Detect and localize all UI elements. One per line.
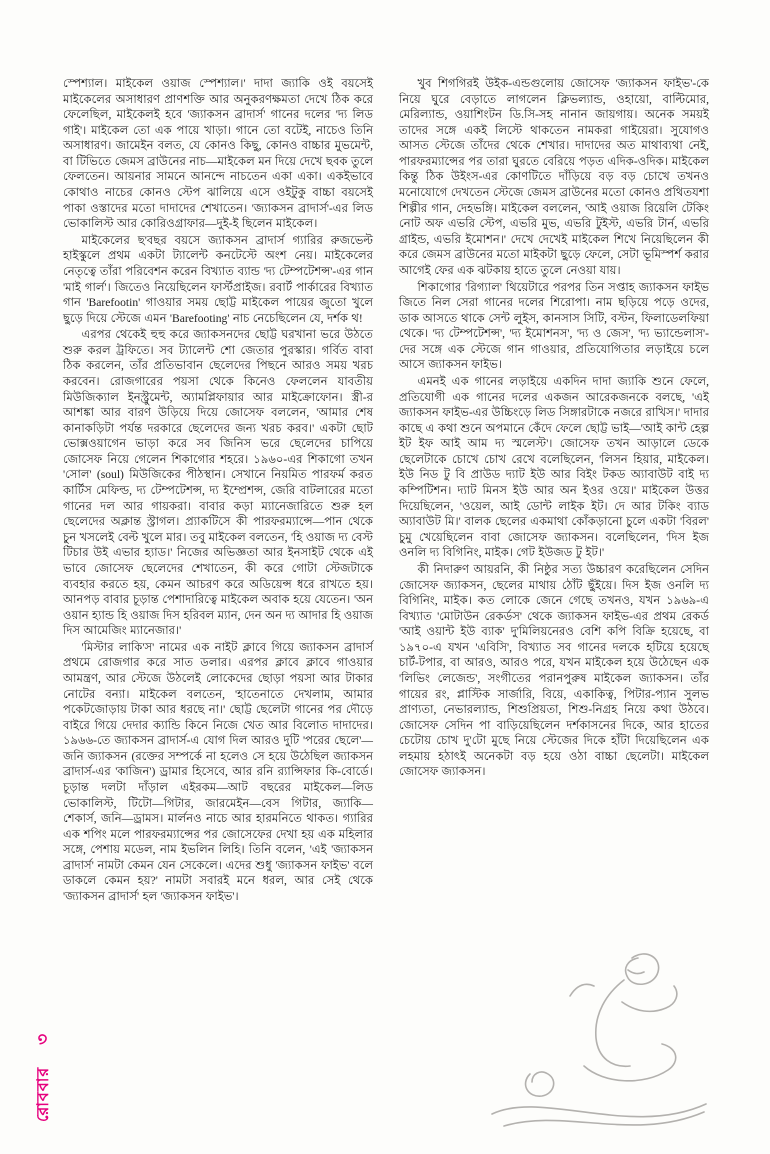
right-column [399,76,709,906]
article-paragraph: স্পেশ্যাল। মাইকেল ওয়াজ স্পেশ্যাল।' দাদা জ্যাকি ওই বয়সেই মাইকেলের অসাধারণ প্রাণশক্তি আর অনুকরণক্ষমতা দেখে ঠিক করে ফেলেছিল, মাইকেলই হবে 'জ্যাকসন ব্রাদার্স' গানের দলের 'দ্য লিড গাই'। মাইকেল তো এক পায়ে খাড়া। গানে তো বটেই, নাচেও তিনি অসাধারণ। জামেইন বলত, যে কোনও কিছু, কোনও বাচ্চার মুভমেন্ট, বা টিভিতে জেমস ব্রাউনের নাচ—মাইকেল মন দিয়ে দেখে ছবক তুলে ফেলতেন। আয়নার সামনে আনন্দে নাচতেন একা একা। একইভাবে কোথাও নাচের কোনও স্টেপ ঝালিয়ে এসে ওইটুকু বাচ্চা বয়সেই পাকা ওস্তাদের মতো দাদাদের শেখাতেন। 'জ্যাকসন ব্রাদার্স'-এর লিড ভোকালিস্ট আর কোরিওগ্রাফার—দুই-ই ছিলেন মাইকেল। [63,77,373,231]
sketch-legs-line [584,1044,676,1081]
article-paragraph: কী নিদারুণ আয়রনি, কী নিষ্ঠুর সত্য উচ্চারণ করেছিলেন সেদিন জোসেফ জ্যাকসন, ছেলের মাথায় ঠোঁট ছুঁইয়ে। দিস ইজ ওনলি দ্য বিগিনিং, মাইক। কত লোকে জেনে গেছে তখনও, যখন ১৯৬৯-এ বিখ্যাত 'মোটাউন রেকর্ডস' থেকে জ্যাকসন ফাইভ-এর প্রথম রেকর্ড 'আই ওয়ান্ট ইউ ব্যাক' দু'মিলিয়নেরও বেশি কপি বিক্রি হয়েছে, বা ১৯৭০-এ যখন 'এবিসি', বিখ্যাত সব গানের দলকে হটিয়ে হয়েছে চার্ট-টপার, বা আরও, আরও পরে, যখন মাইকেল হয়ে উঠেছেন এক 'লিভিং লেজেন্ড', সংগীতের পরানপুরুষ মাইকেল জ্যাকসন। তাঁর গায়ের রং, প্লাস্টিক সার্জারি, বিয়ে, একাকিত্ব, পিটার-প্যান সুলভ প্রাণ্যতা, নেভারল্যান্ড, শিশুপ্রিয়তা, শিশু-নিগ্রহ নিয়ে কথা উঠবে। জোসেফ সেদিন পা বাড়িয়েছিলেন দর্শকাসনের দিকে, আর হাতের চেটোয় চোখ দু'টো মুছে নিয়ে স্টেজের দিকে হাঁটা দিয়েছিলেন এক লহমায় হঠাৎই অনেকটা বড় হয়ে ওঠা বাচ্চা ছেলেটা। মাইকেল জোসেফ জ্যাকসন। [399,562,709,779]
left-column [63,76,373,906]
article-paragraph: মাইকেলের ছ'বছর বয়সে জ্যাকসন ব্রাদার্স গ্যারির রুজভেল্ট হাইস্কুলে প্রথম একটা ট্যালেন্ট কনটেস্টে অংশ নেয়। মাইকেলের নেতৃত্বে তাঁরা পরিবেশন করেন বিখ্যাত ব্যান্ড 'দ্য টেম্পটেশন্স'-এর গান 'মাই গার্ল'। জিতেও নিয়েছিলেন ফার্স্টপ্রাইজ। রবার্ট পার্কারের বিখ্যাত গান 'Barefootin' গাওয়ার সময় ছোট্ট মাইকেল পায়ের জুতো খুলে ছুড়ে দিয়ে স্টেজে এমন 'Barefooting' নাচ নেচেছিলেন যে, দর্শক থ! [63,233,373,325]
sketch-squiggle-line [570,984,594,996]
sketch-arm-line [622,986,677,1011]
magazine-spine [30,1033,58,1122]
article-paragraph: এমনই এক গানের লড়াইয়ে একদিন দাদা জ্যাকি শুনে ফেলে, প্রতিযোগী এক গানের দলের একজন আরেকজনকে বলছে, 'এই জ্যাকসন ফাইভ-এর উচ্চিংড়ে লিড সিঙ্গারটাকে নজরে রাখিস।' দাদার কাছে এ কথা শুনে অপমানে কেঁদে ফেলে ছোট্ট ভাই—'আই কান্ট হেল্প ইট ইফ আই আম দ্য স্মলেস্ট'। জোসেফ তখন আড়ালে ডেকে ছেলেটাকে চোখে চোখ রেখে বলেছিলেন, 'লিসন হিয়ার, মাইকেল। ইউ নিড টু বি প্রাউড দ্যাট ইউ আর বিইং টকড অ্যাবাউট বাই দ্য কম্পিটিশন। দ্যাট মিনস ইউ আর অন ইওর ওয়ে।' মাইকেল উত্তর দিয়েছিলেন, 'ওয়েল, আই ডোন্ট লাইক ইট। দে আর টকিং ব্যাড অ্যাবাউট মি।' বালক ছেলের একমাথা কোঁকড়ানো চুলে একটা 'বিরল' চুমু খেয়েছিলেন বাবা জোসেফ জ্যাকসন। বলেছিলেন, 'দিস ইজ ওনলি দ্য বিগিনিং, মাইক। গেট ইউজড টু ইট।' [399,374,709,560]
article-paragraph: খুব শিগগিরই উইক-এন্ডগুলোয় জোসেফ 'জ্যাকসন ফাইভ'-কে নিয়ে ঘুরে বেড়াতে লাগলেন ক্লিভল্যান্ড, ওহায়ো, বাল্টিমোর, মেরিল্যান্ড, ওয়াশিংটন ডি.সি-সহ নানান জায়গায়। অনেক সময়ই তাদের সঙ্গে একই লিস্টে থাকতেন নামকরা গাইয়েরা। সুযোগও আসত স্টেজে তাঁদের থেকে শেখার। দাদাদের অত মাথাব্যথা নেই, পারফরম্যান্সের পর তারা ঘুরতে বেরিয়ে পড়ত এদিক-ওদিক। মাইকেল কিন্তু ঠিক উইংস-এর কোণটিতে দাঁড়িয়ে বড় বড় চোখে তখনও মনোযোগে দেখতেন স্টেজে জেমস ব্রাউনের মতো কোনও প্রথিতযশা শিল্পীর গান, দেহভঙ্গি। মাইকেল বললেন, 'আই ওয়াজ রিয়েলি টেকিং নোট অফ এভরি স্টেপ, এভরি মুভ, এভরি টুইস্ট, এভরি টার্ন, এভরি গ্রাইন্ড, এভরি ইমোশন।' দেখে দেখেই মাইকেল শিখে নিয়েছিলেন কী করে জেমস ব্রাউনের মতো মাইকটা ছুড়ে ফেলে, সেটা ভূমিস্পর্শ করার আগেই ফের এক ঝটকায় হাতে তুলে নেওয়া যায়। [399,77,709,277]
sketch-head-line [626,954,659,984]
sketch-base-line-1 [492,1104,706,1117]
sketch-face-line [628,970,644,974]
sketch-pot-spiral [526,1072,554,1096]
magazine-name: রোববার [35,1066,52,1122]
sketch-illustration [474,936,730,1140]
article-paragraph: 'মিস্টার লাকি'স' নামের এক নাইট ক্লাবে গিয়ে জ্যাকসন ব্রাদার্স প্রথমে রোজগার করে সাত ডলার। এরপর ক্লাবে ক্লাবে গাওয়ার আমন্ত্রণ, আর স্টেজে উঠলেই লোকেদের ছোড়া পয়সা আর টাকার নোটের বন্যা। মাইকেল বলতেন, 'হাতেনাতে দেখলাম, আমার পকেটজোড়ায় টাকা আর ধরছে না।' ছোট্ট ছেলেটা গানের পর দৌড়ে বাইরে গিয়ে দেদার ক্যান্ডি কিনে নিজে খেত আর বিলোত দাদাদের। ১৯৬৬-তে জ্যাকসন ব্রাদার্স-এ যোগ দিল আরও দুটি 'পরের ছেলে'—জনি জ্যাকসন (রক্তের সম্পর্কে না হলেও সে হয়ে উঠেছিল জ্যাকসন ব্রাদার্স-এর 'কাজিন') ড্রামার হিসেবে, আর রনি র‍্যান্সিফার কি-বোর্ডে। চূড়ান্ত দলটা দাঁড়াল এইরকম—আট বছরের মাইকেল—লিড ভোকালিস্ট, টিটো—গিটার, জারমেইন—বেস গিটার, জ্যাকি—শেকার্স, জনি—ড্রামস। মার্লনও নাচে আর হারমনিতে থাকত। গ্যারির এক শপিং মলে পারফরম্যান্সের পর জোসেফের দেখা হয় এক মহিলার সঙ্গে, পেশায় মডেল, নাম ইভলিন লিহি। তিনি বলেন, 'এই 'জ্যাকসন ব্রাদার্স' নামটা কেমন যেন সেকেলে। এদের শুধু 'জ্যাকসন ফাইভ' বলে ডাকলে কেমন হয়?' নামটা সবারই মনে ধরল, আর সেই থেকে 'জ্যাকসন ব্রাদার্স' হল 'জ্যাকসন ফাইভ'। [63,640,373,904]
article-paragraph: এরপর থেকেই হুহু করে জ্যাকসনদের ছোট্ট ঘরখানা ভরে উঠতে শুরু করল ট্রফিতে। সব ট্যালেন্ট শো জেতার পুরস্কার। গর্বিত বাবা ঠিক করলেন, তাঁর প্রতিভাবান ছেলেদের পিছনে আরও সময় খরচ করবেন। রোজগারের পয়সা থেকে কিনেও ফেললেন যাবতীয় মিউজিক্যাল ইনস্ট্রুমেন্ট, অ্যামপ্লিফায়ার আর মাইক্রোফোন। স্ত্রী-র আশঙ্কা আর বারণ উড়িয়ে দিয়ে জোসেফ বললেন, 'আমার শেষ কানাকড়িটা পর্যন্ত দরকারে ছেলেদের জন্য খরচ করব।' একটা ছোট ভোক্সওয়াগেন ভাড়া করে সব জিনিস ভরে ছেলেদের চাপিয়ে জোসেফ নিয়ে গেলেন শিকাগোর শহরে। ১৯৬০-এর শিকাগো তখন 'সোল' (soul) মিউজিকের পীঠস্থান। সেখানে নিয়মিত পারফর্ম করত কার্টিস মেফিল্ড, দ্য টেম্পটেশন্স, দ্য ইম্প্রেশন্স, জেরি বাটলারের মতো গানের দল আর গায়করা। বাবার কড়া ম্যানেজারিতে শুরু হল ছেলেদের অক্লান্ত স্ট্রাগল। প্র্যাকটিসে কী পারফরম্যান্সে—পান থেকে চুন খসলেই বেল্ট খুলে মার। তবু মাইকেল বলতেন, 'হি ওয়াজ দ্য বেস্ট টিচার উই এভার হ্যাড।' নিজের অভিজ্ঞতা আর ইনসাইট থেকে এই ভাবে জোসেফ ছেলেদের শেখাতেন, কী করে গোটা স্টেজটাকে ব্যবহার করতে হয়, কেমন আচরণ করে অডিয়েন্স ধরে রাখতে হয়। আনপড় বাবার চূড়ান্ত পেশাদারিত্বে মাইকেল অবাক হয়ে যেতেন। 'অন ওয়ান হ্যান্ড হি ওয়াজ দিস হরিবল ম্যান, দেন অন দ্য আদার হি ওয়াজ দিস আমেজিং ম্যানেজার।' [63,328,373,638]
article-body [63,76,709,906]
sketch-body-line [596,980,630,1066]
article-paragraph: শিকাগোর 'রিগ্যাল' থিয়েটারে পরপর তিন সপ্তাহ জ্যাকসন ফাইভ জিতে নিল সেরা গানের দলের শিরোপা। নাম ছড়িয়ে পড়ে ওদের, ডাক আসতে থাকে সেন্ট লুইস, কানসাস সিটি, বস্টন, ফিলাডেলফিয়া থেকে। 'দ্য টেম্পটেশন্স', 'দ্য ইমোশনস', 'দ্য ও জেস', 'দ্য ভ্যান্ডেলাস'-দের সঙ্গে এক স্টেজে গান গাওয়ার, প্রতিযোগিতার লড়াইয়ে চলে আসে জ্যাকসন ফাইভ। [399,280,709,372]
page-number: ৩ [33,1032,52,1045]
